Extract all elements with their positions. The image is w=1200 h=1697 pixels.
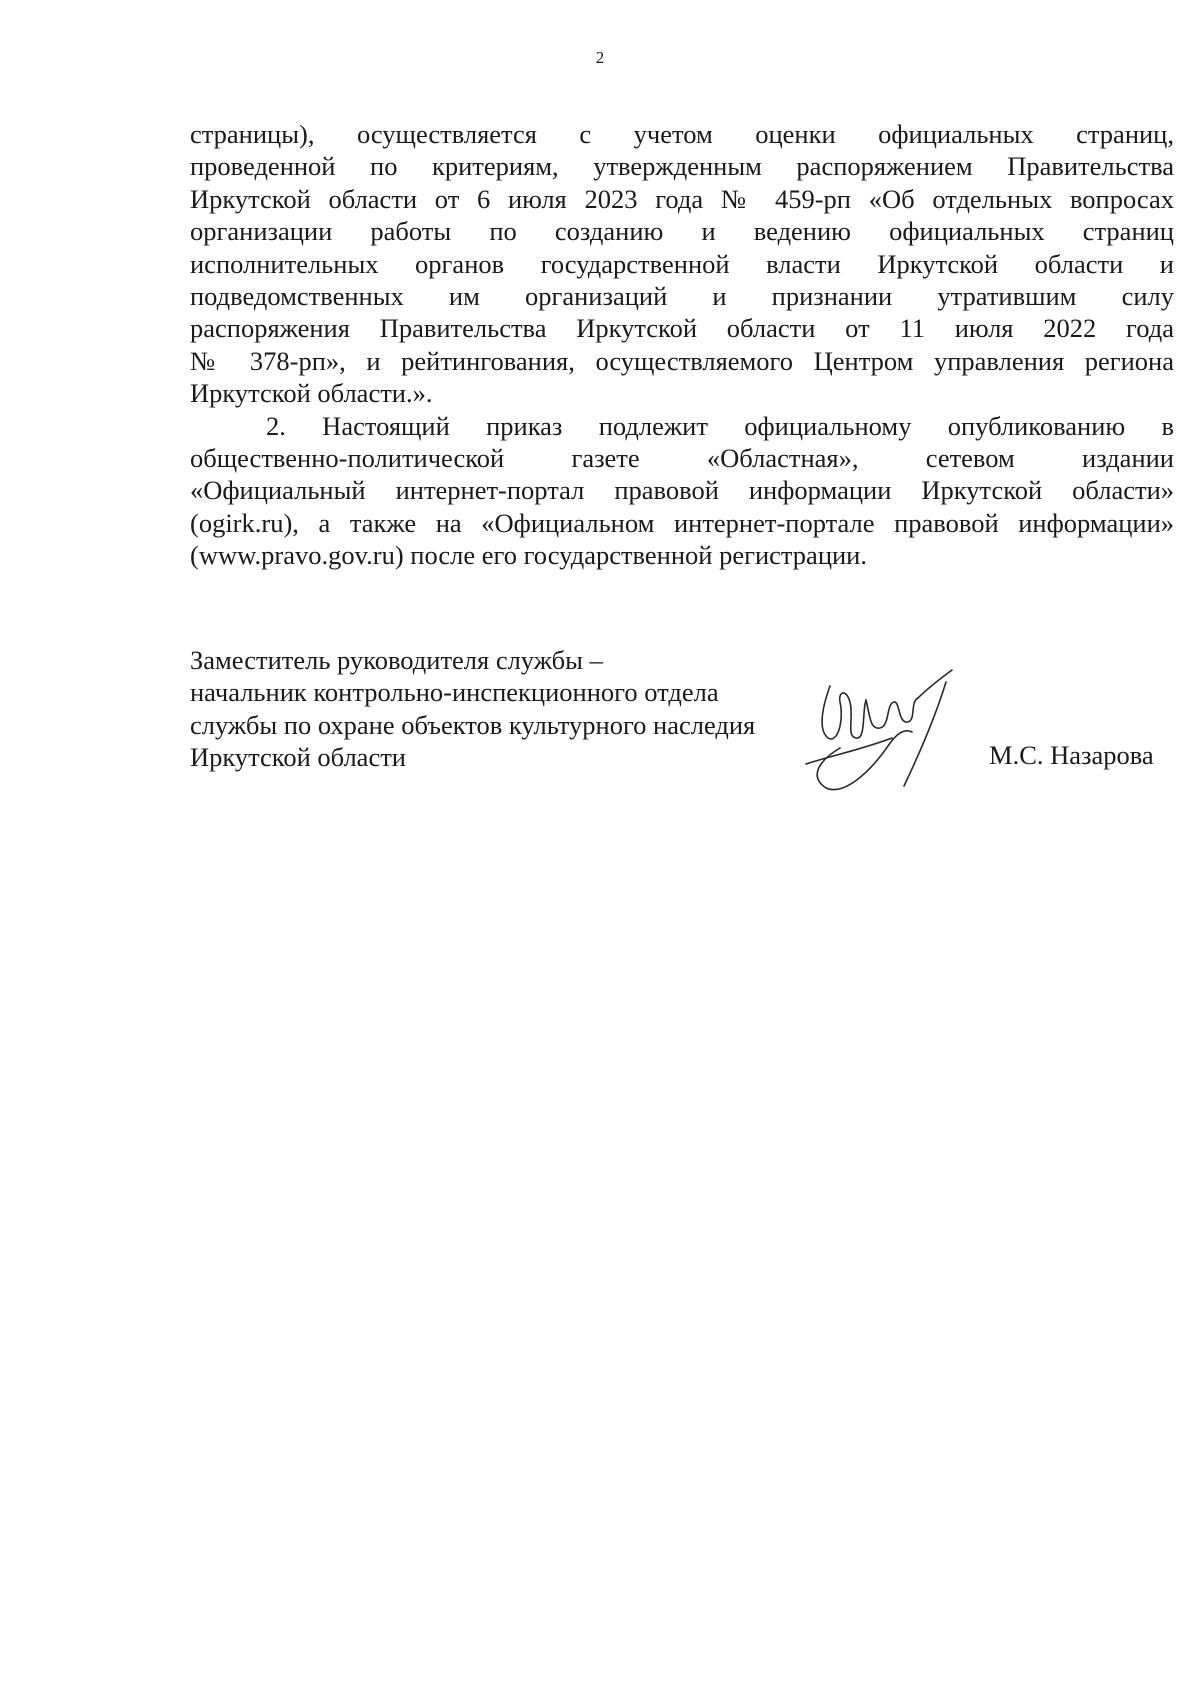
page-number: 2 xyxy=(595,48,605,67)
document-body xyxy=(190,118,1174,571)
position-line: Иркутской области xyxy=(190,742,406,773)
text-line: организации работы по созданию и ведению официальных страниц xyxy=(190,216,1174,247)
text-line: «Официальный интернет-портал правовой информации Иркутской области» xyxy=(190,475,1174,506)
text-line: 2. Настоящий приказ подлежит официальному опубликованию в xyxy=(266,410,1174,441)
text-line: исполнительных органов государственной власти Иркутской области и xyxy=(190,248,1174,279)
position-line: начальник контрольно-инспекционного отдела xyxy=(190,677,719,708)
text-line: (ogirk.ru), а также на «Официальном интернет-портале правовой информации» xyxy=(190,507,1174,538)
position-line: Заместитель руководителя службы – xyxy=(190,645,603,675)
text-line: общественно-политической газете «Областная», сетевом издании xyxy=(190,442,1174,473)
paragraph-2 xyxy=(190,410,1174,572)
signatory-name: М.С. Назарова xyxy=(989,740,1154,770)
text-line: проведенной по критериям, утвержденным распоряжением Правительства xyxy=(190,151,1174,182)
paragraph-1 xyxy=(190,118,1174,410)
text-line: распоряжения Правительства Иркутской области от 11 июля 2022 года xyxy=(190,313,1174,344)
text-line: подведомственных им организаций и признании утратившим силу xyxy=(190,280,1174,311)
text-line: Иркутской области от 6 июля 2023 года № 459-рп «Об отдельных вопросах xyxy=(190,183,1174,214)
text-line: Иркутской области.». xyxy=(190,378,433,409)
text-line: (www.pravo.gov.ru) после его государственной регистрации. xyxy=(190,540,867,571)
position-line: службы по охране объектов культурного наследия xyxy=(190,709,756,740)
text-line: № 378-рп», и рейтингования, осуществляемого Центром управления региона xyxy=(190,345,1174,376)
text-line: страницы), осуществляется с учетом оценки официальных страниц, xyxy=(190,119,1174,149)
handwritten-signature xyxy=(800,668,980,798)
